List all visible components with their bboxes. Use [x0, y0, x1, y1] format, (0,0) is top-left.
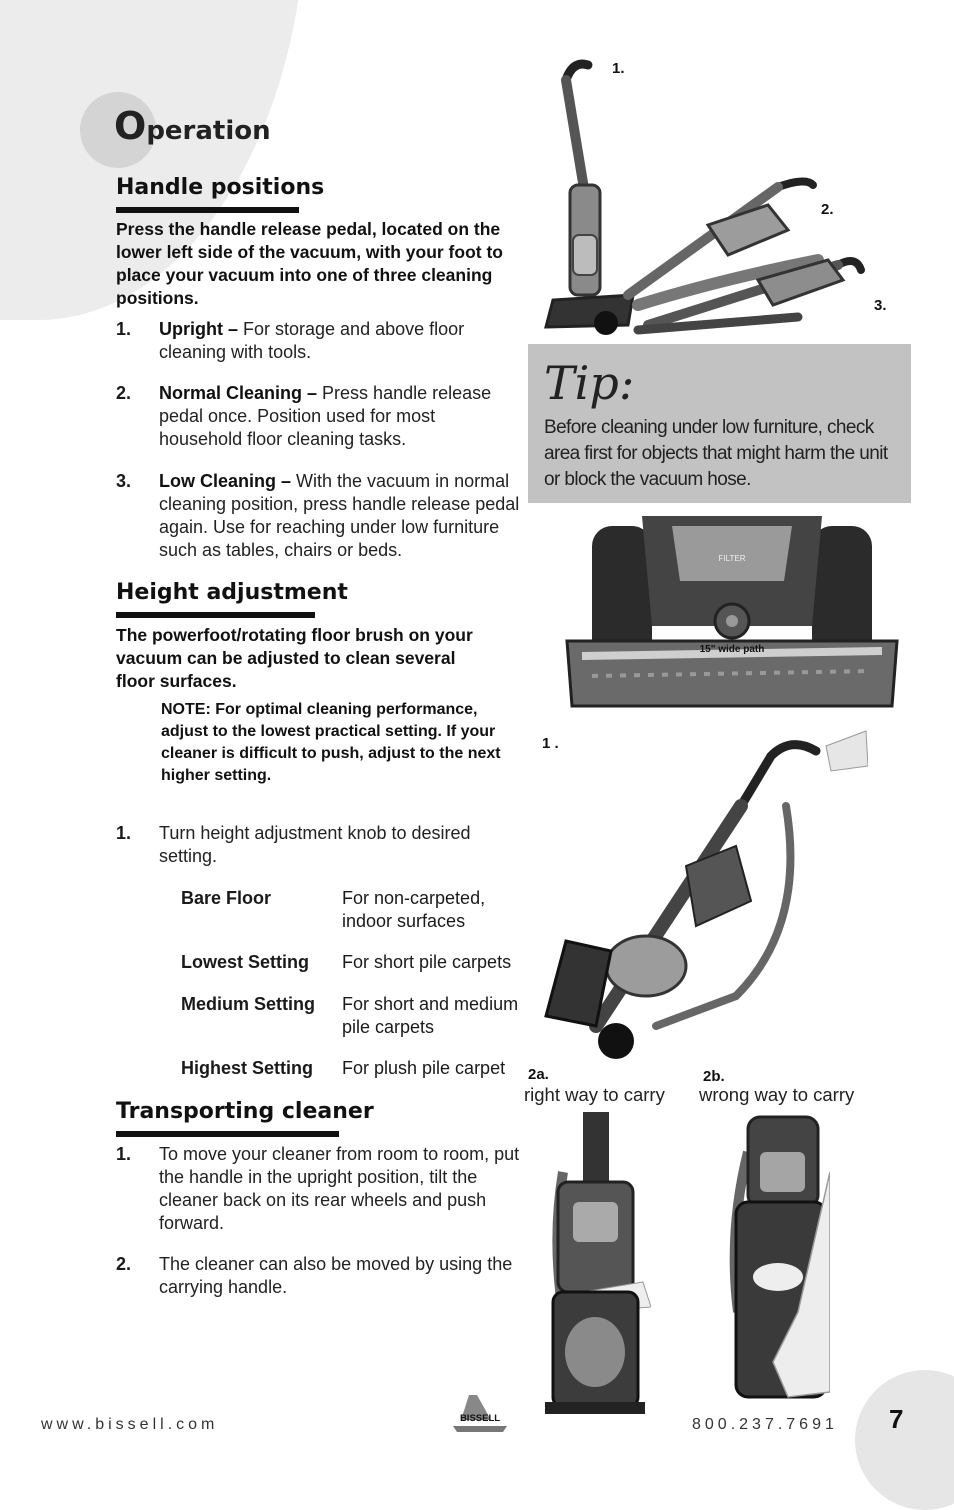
figure-label: 2b. — [703, 1068, 725, 1085]
page-title — [114, 104, 271, 148]
handle-position-item — [159, 470, 527, 562]
page-number-circle — [855, 1370, 954, 1510]
setting-label: Lowest Setting — [181, 952, 310, 972]
figure-label: 2a. — [528, 1066, 549, 1083]
carry-right-caption: right way to carry — [524, 1084, 665, 1105]
footer-phone: 800.237.7691 — [692, 1416, 838, 1433]
setting-desc: For plush pile carpet — [342, 1058, 506, 1078]
height-adjustment-heading: Height adjustment — [116, 580, 348, 605]
bissell-logo-icon — [451, 1392, 509, 1432]
carry-wrong-caption: wrong way to carry — [699, 1084, 855, 1105]
item-number: 2. — [116, 1254, 132, 1274]
height-adjustment-note: NOTE: For optimal cleaning performance, adjust to the lowest practical setting. If your cleaner is difficult to push, adjust to the next higher setting. — [161, 701, 501, 784]
transporting-item: To move your cleaner from room to room, put the handle in the upright position, tilt the cleaner back on its rear wheels and push forward. — [159, 1144, 520, 1233]
height-adjustment-step: Turn height adjustment knob to desired setting. — [159, 823, 471, 866]
handle-position-item — [159, 382, 504, 451]
wrong-way-carry-figure — [718, 1112, 830, 1404]
item-text: With the vacuum in normal cleaning position, press handle release pedal again. Use for reaching under low furniture such as tables, chairs or beds. — [159, 471, 520, 560]
handle-position-item — [159, 318, 494, 364]
logo-text: BISSELL — [459, 1413, 501, 1424]
item-number: 1. — [116, 319, 132, 339]
item-label: Normal Cleaning – — [159, 383, 318, 403]
figure-label: 1. — [612, 60, 625, 77]
item-number: 2. — [116, 383, 132, 403]
tilt-figure — [536, 726, 868, 1061]
item-text: For storage and above floor cleaning with tools. — [159, 319, 465, 362]
figure-label: 3. — [874, 297, 887, 314]
tip-text: Before cleaning under low furniture, check area first for objects that might harm the unit or block the vacuum hose. — [544, 417, 888, 490]
heading-rule — [116, 612, 315, 618]
setting-label: Highest Setting — [181, 1058, 314, 1078]
tip-title: Tip: — [544, 356, 635, 410]
filter-label: FILTER — [718, 554, 746, 563]
transporting-item: The cleaner can also be moved by using the carrying handle. — [159, 1254, 513, 1297]
footer-url: www.bissell.com — [41, 1416, 219, 1433]
item-label: Low Cleaning – — [159, 471, 292, 491]
setting-desc: For short pile carpets — [342, 952, 512, 972]
handle-positions-figure — [538, 55, 908, 340]
setting-label: Medium Setting — [181, 994, 315, 1014]
page-number: 7 — [889, 1404, 904, 1434]
right-way-carry-figure — [543, 1112, 651, 1414]
handle-positions-intro: Press the handle release pedal, located on the lower left side of the vacuum, with your foot to place your vacuum into one of three cleaning positions. — [116, 219, 503, 308]
setting-desc: For short and medium pile carpets — [342, 994, 519, 1037]
item-text: Press handle release pedal once. Position used for most household floor cleaning tasks. — [159, 383, 492, 449]
setting-label: Bare Floor — [181, 888, 272, 908]
figure-label: 2. — [821, 201, 834, 218]
page-title-rest: peration — [146, 116, 271, 146]
height-adjustment-figure — [562, 506, 902, 712]
item-number: 3. — [116, 471, 132, 491]
page-title-initial: O — [114, 104, 147, 148]
brush-label: 15" wide path — [699, 644, 765, 655]
figure-label: 1 . — [542, 735, 559, 752]
handle-positions-heading: Handle positions — [116, 175, 325, 200]
height-adjustment-intro: The powerfoot/rotating floor brush on your vacuum can be adjusted to clean several floor surfaces. — [116, 625, 473, 691]
heading-rule — [116, 207, 299, 213]
item-label: Upright – — [159, 319, 238, 339]
item-number: 1. — [116, 1144, 132, 1164]
setting-desc: For non-carpeted, indoor surfaces — [342, 888, 486, 931]
heading-rule — [116, 1131, 339, 1137]
item-number: 1. — [116, 823, 132, 843]
transporting-heading: Transporting cleaner — [116, 1099, 374, 1124]
